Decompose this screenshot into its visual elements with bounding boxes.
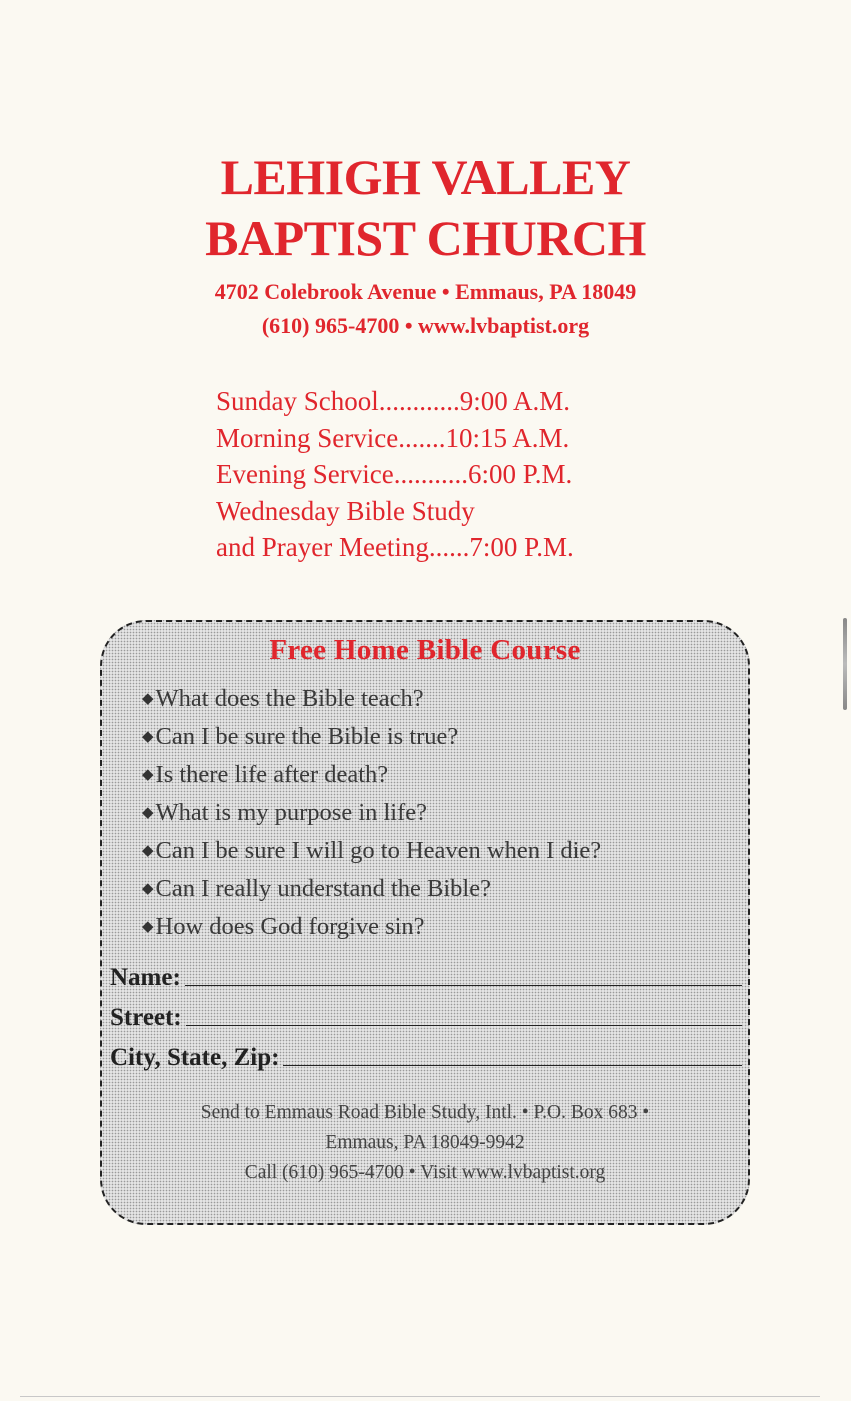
diamond-bullet-icon: ◆ (142, 881, 154, 897)
schedule-morning-service: Morning Service.......10:15 A.M. (216, 422, 570, 453)
question-text: How does God forgive sin? (155, 913, 425, 940)
church-name-line-1: LEHIGH VALLEY (220, 149, 631, 205)
list-item (142, 794, 752, 832)
city-state-zip-field[interactable] (110, 1036, 742, 1072)
question-text: What is my purpose in life? (155, 799, 428, 826)
service-schedule (216, 383, 736, 566)
scan-edge-mark (843, 618, 847, 710)
list-item (142, 908, 752, 946)
list-item (142, 832, 752, 870)
scan-bottom-edge (20, 1396, 820, 1397)
list-item (142, 870, 752, 908)
course-question-list (142, 680, 752, 946)
city-state-zip-label: City, State, Zip: (110, 1044, 280, 1071)
list-item (142, 756, 752, 794)
street-field[interactable] (110, 996, 742, 1032)
footer-line-1: Send to Emmaus Road Bible Study, Intl. • P.O. Box 683 • (200, 1102, 650, 1123)
bible-course-card (100, 620, 750, 1225)
question-text: Can I really understand the Bible? (155, 875, 491, 902)
footer-line-2: Emmaus, PA 18049-9942 (325, 1132, 525, 1153)
city-state-zip-line[interactable] (283, 1047, 742, 1066)
church-name-line-2: BAPTIST CHURCH (205, 210, 646, 266)
diamond-bullet-icon: ◆ (142, 691, 154, 707)
course-title: Free Home Bible Course (269, 634, 581, 666)
footer-line-3: Call (610) 965-4700 • Visit www.lvbaptist.org (244, 1162, 606, 1183)
diamond-bullet-icon: ◆ (142, 805, 154, 821)
street-label: Street: (110, 1004, 182, 1031)
question-text: Can I be sure I will go to Heaven when I die? (155, 837, 602, 864)
name-label: Name: (110, 964, 181, 991)
diamond-bullet-icon: ◆ (142, 729, 154, 745)
church-contact: (610) 965-4700 • www.lvbaptist.org (261, 313, 590, 338)
name-field[interactable] (110, 956, 742, 992)
diamond-bullet-icon: ◆ (142, 919, 154, 935)
schedule-evening-service: Evening Service...........6:00 P.M. (216, 459, 573, 489)
schedule-prayer-meeting: and Prayer Meeting......7:00 P.M. (216, 532, 574, 562)
street-line[interactable] (186, 1007, 742, 1026)
schedule-sunday-school: Sunday School............9:00 A.M. (216, 386, 571, 416)
question-text: Is there life after death? (155, 761, 389, 788)
name-line[interactable] (185, 967, 742, 986)
question-text: Can I be sure the Bible is true? (155, 723, 459, 750)
mailing-instructions (102, 1098, 748, 1188)
diamond-bullet-icon: ◆ (142, 767, 154, 783)
schedule-wednesday-study: Wednesday Bible Study (216, 495, 475, 526)
list-item (142, 718, 752, 756)
diamond-bullet-icon: ◆ (142, 843, 154, 859)
church-address: 4702 Colebrook Avenue • Emmaus, PA 18049 (214, 279, 637, 304)
question-text: What does the Bible teach? (155, 685, 424, 712)
list-item (142, 680, 752, 718)
